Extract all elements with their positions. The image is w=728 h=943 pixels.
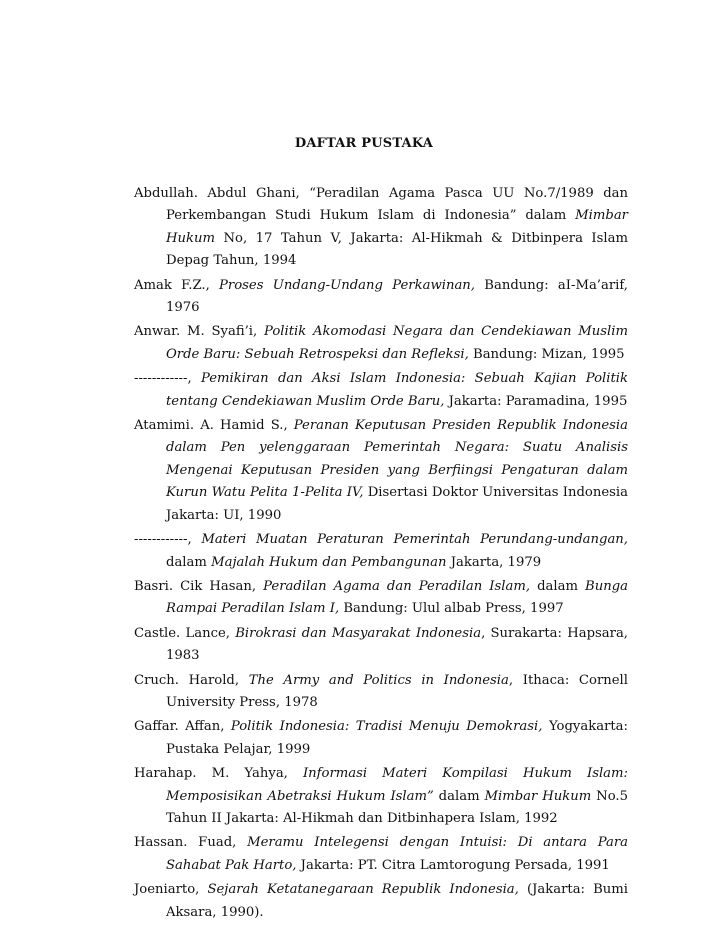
reference-entry <box>134 415 628 527</box>
reference-text: Castle. Lance, <box>134 625 236 641</box>
reference-entry <box>134 183 628 273</box>
reference-text: , Ithaca: Cornell University Press, 1978 <box>166 672 628 710</box>
reference-title-italic: Birokrasi dan Masyarakat Indonesia <box>235 625 482 641</box>
reference-text: No, 17 Tahun V, Jakarta: Al-Hikmah & Ditbinpera Islam Depag Tahun, 1994 <box>166 230 628 269</box>
reference-title-italic: Proses Undang-Undang Perkawinan, <box>219 277 475 293</box>
reference-text: ------------, <box>134 532 202 548</box>
reference-title-italic: Politik Akomodasi Negara dan Cendekiawan Muslim Orde Baru: Sebuah Retrospeksi dan Refleksi, <box>166 324 628 362</box>
reference-text: Jakarta: Paramadina, 1995 <box>444 393 628 409</box>
reference-title-italic: Informasi Materi Kompilasi Hukum Islam: Memposisikan Abetraksi Hukum Islam” <box>166 766 628 804</box>
reference-title-italic: Pemikiran dan Aksi Islam Indonesia: Sebuah Kajian Politik tentang Cendekiawan Muslim Orde Baru, <box>166 371 628 409</box>
reference-title-italic: The Army and Politics in Indonesia <box>248 672 509 688</box>
reference-text: Bandung: aI-Ma’arif, 1976 <box>166 277 628 316</box>
reference-text: Bandung: Ulul albab Press, 1997 <box>339 601 564 617</box>
reference-list <box>134 183 628 926</box>
reference-entry <box>134 832 628 877</box>
reference-entry <box>134 879 628 924</box>
reference-text: Cruch. Harold, <box>134 672 249 688</box>
reference-text: No.5 Tahun II Jakarta: Al-Hikmah dan Ditbinhapera Islam, 1992 <box>166 788 628 826</box>
page-title: DAFTAR PUSTAKA <box>294 136 434 151</box>
reference-text: ------------, <box>134 371 201 387</box>
reference-text: dalam <box>433 788 485 804</box>
reference-text: Amak F.Z., <box>134 277 220 293</box>
reference-entry <box>134 321 628 366</box>
reference-text: Gaffar. Affan, <box>134 719 231 735</box>
reference-text: (Jakarta: Bumi Aksara, 1990). <box>166 882 628 920</box>
reference-text: Harahap. M. Yahya, <box>134 766 303 782</box>
reference-text: dalam <box>530 578 586 594</box>
reference-title-italic: Mimbar Hukum <box>166 208 628 246</box>
reference-entry <box>134 763 628 830</box>
reference-text: Bandung: Mizan, 1995 <box>468 346 625 362</box>
reference-text: Disertasi Doktor Universitas Indonesia Jakarta: UI, 1990 <box>166 485 628 523</box>
reference-title-italic: Mimbar Hukum <box>484 788 592 804</box>
reference-text: Abdullah. Abdul Ghani, “Peradilan Agama Pasca UU No.7/1989 dan Perkembangan Studi Hukum Islam di Indonesia” dalam <box>134 186 628 224</box>
reference-title-italic: Politik Indonesia: Tradisi Menuju Demokrasi, <box>230 719 543 735</box>
reference-text: Anwar. M. Syafi’i, <box>134 324 264 340</box>
reference-text: Jakarta: PT. Citra Lamtorogung Persada, 1991 <box>296 857 610 873</box>
reference-entry <box>134 623 628 668</box>
reference-title-italic: Meramu Intelegensi dengan Intuisi: Di antara Para Sahabat Pak Harto, <box>166 835 629 873</box>
reference-text: Yogyakarta: Pustaka Pelajar, 1999 <box>166 719 628 757</box>
reference-text: , Surakarta: Hapsara, 1983 <box>166 625 628 664</box>
reference-text: Atamimi. A. Hamid S., <box>134 418 294 434</box>
reference-text: Basri. Cik Hasan, <box>134 578 264 594</box>
reference-entry <box>134 716 628 761</box>
reference-title-italic: Majalah Hukum dan Pembangunan <box>211 554 447 570</box>
reference-title-italic: Peranan Keputusan Presiden Republik Indonesia dalam Pen yelenggaraan Pemerintah Negara: Suatu Analisis Mengenai Keputusan Presiden yang Berfiingsi Pengaturan dalam Kurun Watu Pelita 1-Pelita IV, <box>166 418 628 501</box>
reference-title-italic: Materi Muatan Peraturan Pemerintah Perundang-undangan, <box>201 532 628 548</box>
reference-text: Joeniarto, <box>134 882 208 898</box>
reference-entry <box>134 670 628 715</box>
reference-text: Hassan. Fuad, <box>134 835 248 851</box>
reference-title-italic: Bunga Rampai Peradilan Islam I, <box>166 578 628 617</box>
reference-title-italic: Peradilan Agama dan Peradilan Islam, <box>263 578 531 594</box>
reference-title-italic: Sejarah Ketatanegaraan Republik Indonesia, <box>207 882 519 898</box>
reference-entry <box>134 368 628 413</box>
reference-text: Jakarta, 1979 <box>446 554 542 570</box>
reference-text: dalam <box>166 554 212 570</box>
reference-entry <box>134 529 628 574</box>
reference-entry <box>134 275 628 320</box>
reference-entry <box>134 576 628 621</box>
